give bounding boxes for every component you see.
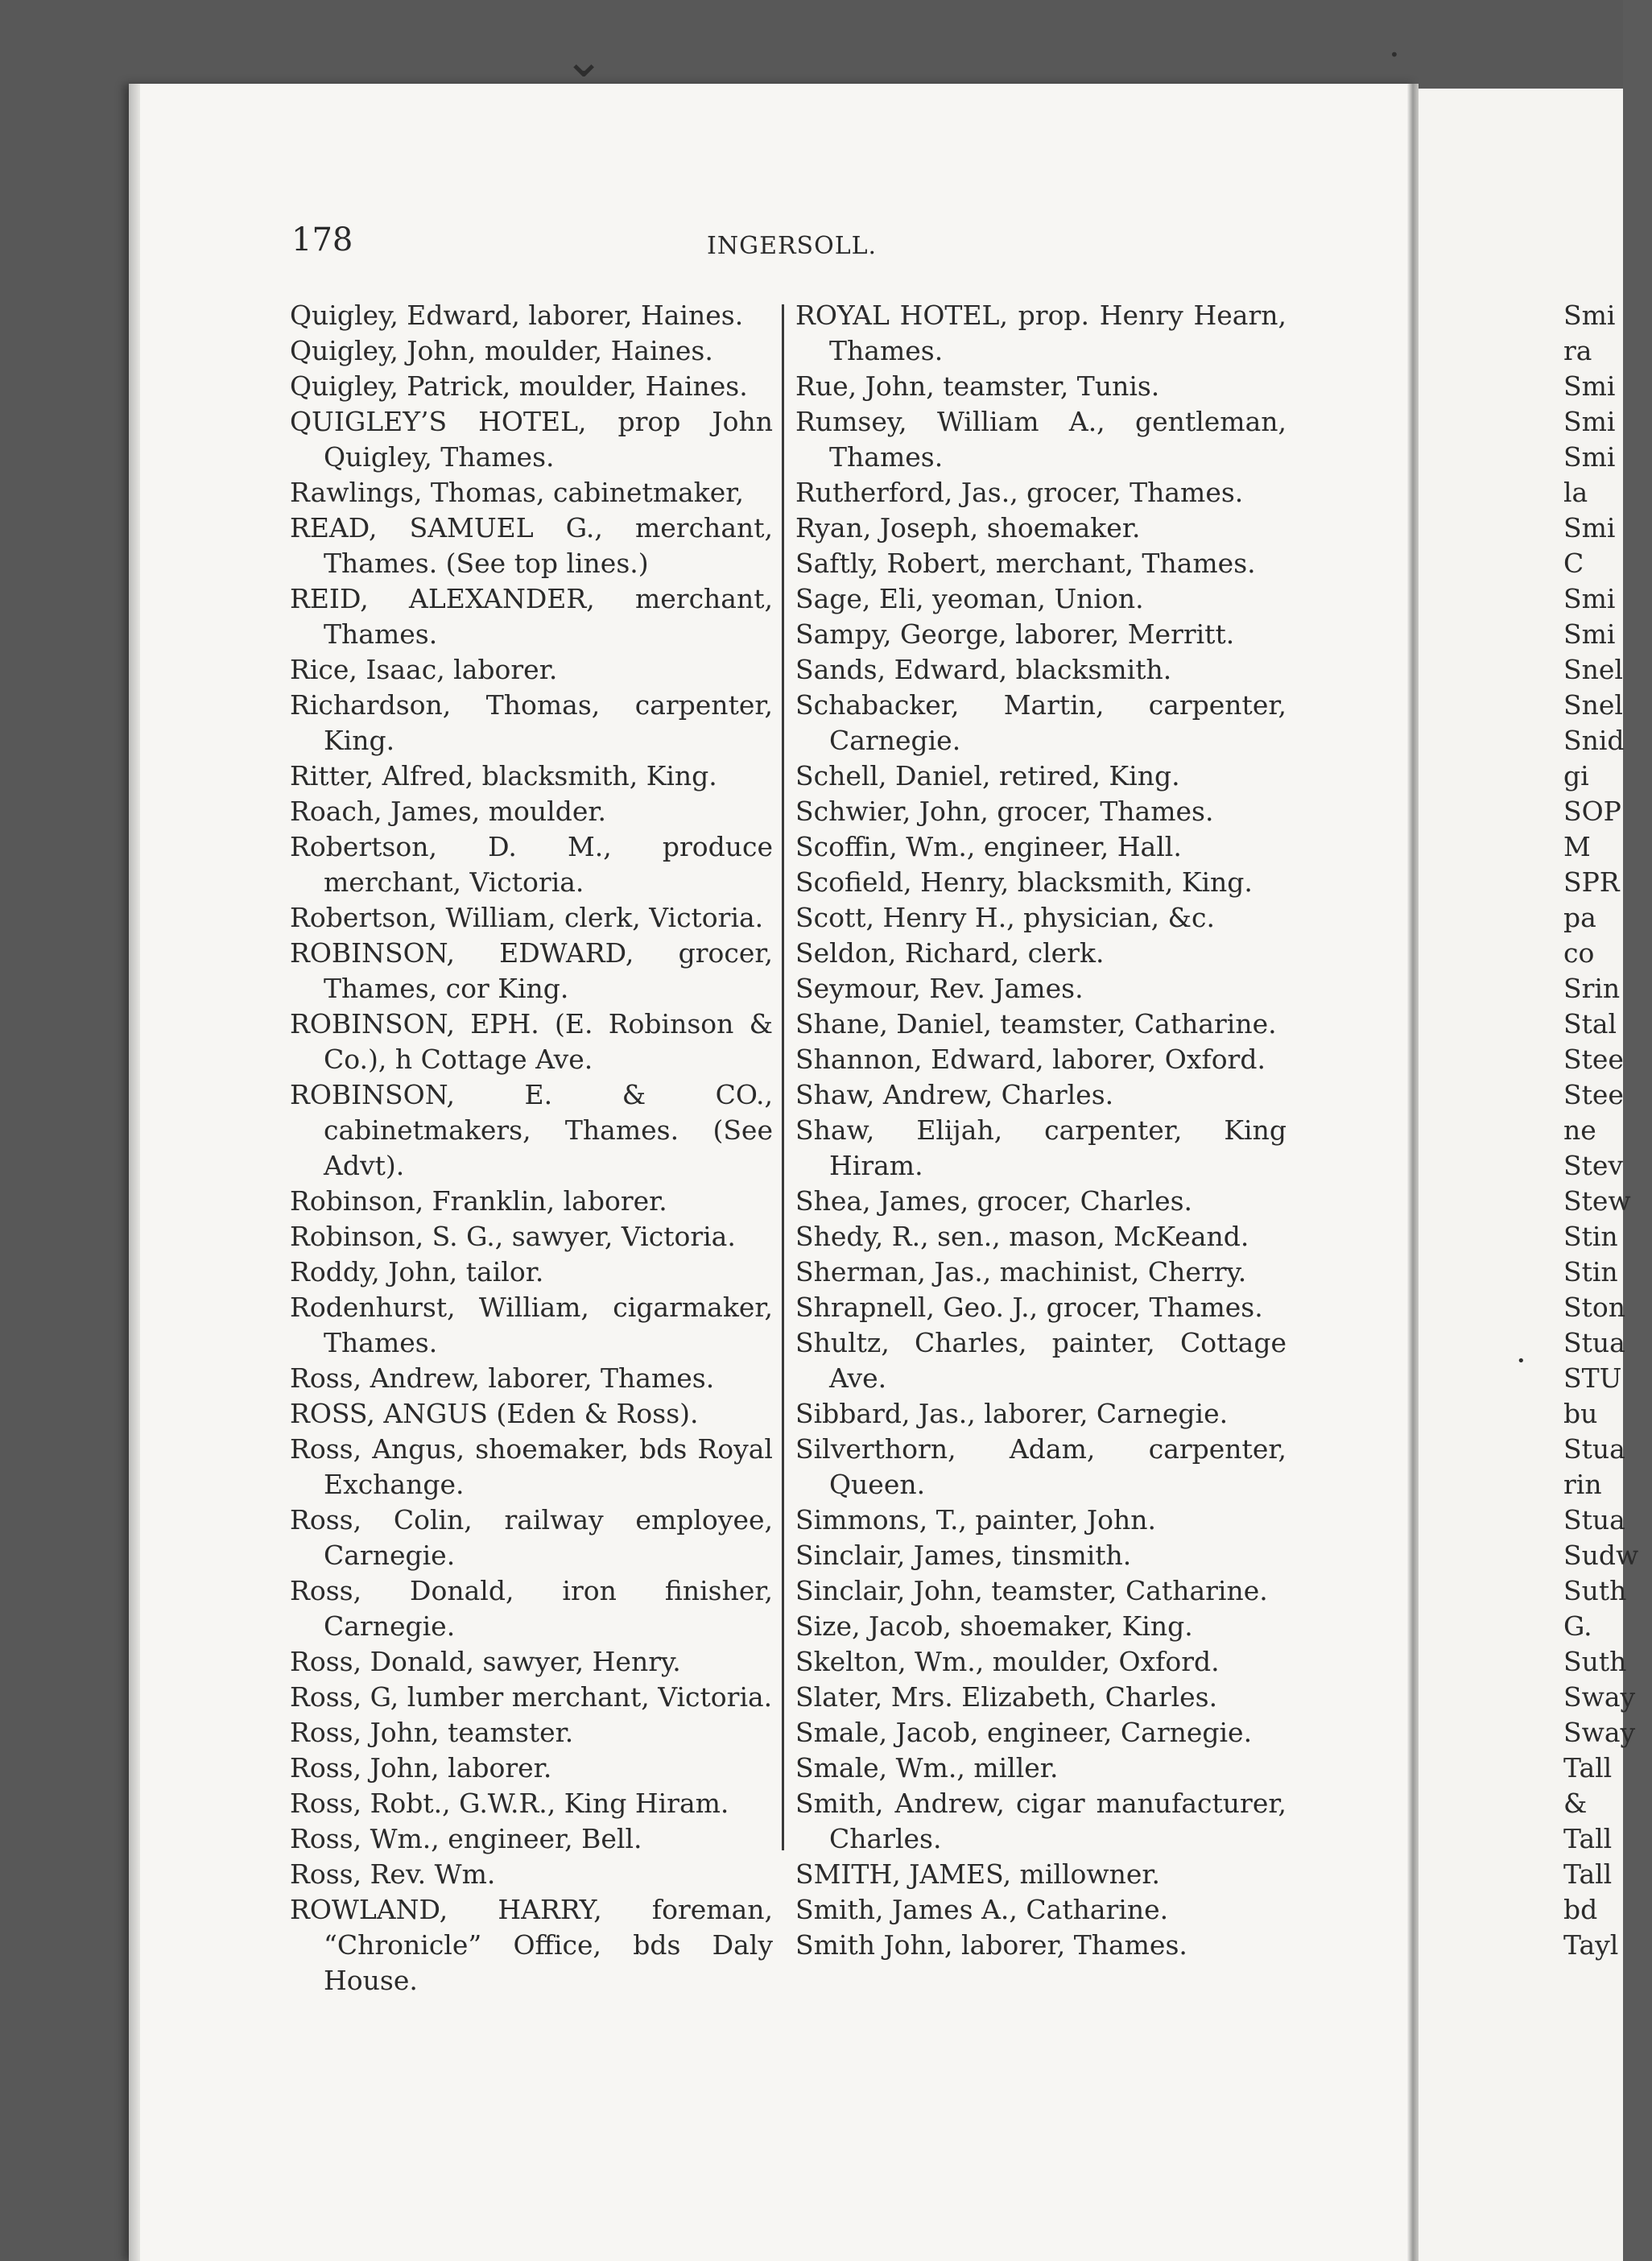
directory-entry: Stee <box>1563 1044 1624 1075</box>
directory-entry: Ross, Robt., G.W.R., King Hiram. <box>290 1788 729 1819</box>
directory-entry: Seldon, Richard, clerk. <box>795 937 1105 969</box>
directory-entry: pa <box>1563 902 1596 933</box>
directory-entry: Shrapnell, Geo. J., grocer, Thames. <box>795 1292 1263 1323</box>
directory-entry: Stua <box>1563 1504 1625 1536</box>
directory-entry: Quigley, Patrick, moulder, Haines. <box>290 370 748 402</box>
directory-entry: Suth <box>1563 1575 1627 1606</box>
directory-entry: C <box>1563 548 1584 579</box>
directory-entry: REID, ALEXANDER, merchant, Thames. <box>290 583 773 650</box>
directory-entry: ROSS, ANGUS (Eden & Ross). <box>290 1398 699 1429</box>
directory-entry: Stal <box>1563 1008 1617 1040</box>
directory-entry: Smi <box>1563 370 1616 402</box>
directory-entry: ROWLAND, HARRY, foreman, “Chronicle” Office, bds Daly House. <box>290 1894 773 1996</box>
directory-entry: Silverthorn, Adam, carpenter, Queen. <box>795 1433 1286 1500</box>
directory-entry: Ritter, Alfred, blacksmith, King. <box>290 760 717 792</box>
directory-entry: Robertson, William, clerk, Victoria. <box>290 902 764 933</box>
directory-entry: Ross, Wm., engineer, Bell. <box>290 1823 642 1854</box>
directory-column-3 <box>1563 298 1652 1963</box>
directory-entry: Richardson, Thomas, carpenter, King. <box>290 689 773 756</box>
directory-entry: Tall <box>1563 1858 1613 1890</box>
directory-entry: Smi <box>1563 300 1616 331</box>
directory-entry: Smi <box>1563 618 1616 650</box>
directory-entry: Smale, Jacob, engineer, Carnegie. <box>795 1717 1253 1748</box>
directory-entry: la <box>1563 477 1588 508</box>
directory-entry: Shane, Daniel, teamster, Catharine. <box>795 1008 1277 1040</box>
directory-entry: Rutherford, Jas., grocer, Thames. <box>795 477 1244 508</box>
directory-entry: Scoffin, Wm., engineer, Hall. <box>795 831 1182 862</box>
directory-entry: Ryan, Joseph, shoemaker. <box>795 512 1141 544</box>
directory-entry: Rue, John, teamster, Tunis. <box>795 370 1160 402</box>
directory-entry: Smith, James A., Catharine. <box>795 1894 1169 1925</box>
directory-entry: Smi <box>1563 512 1616 544</box>
directory-entry: rin <box>1563 1469 1602 1500</box>
directory-entry: & <box>1563 1788 1588 1819</box>
directory-entry: Shaw, Elijah, carpenter, King Hiram. <box>795 1114 1286 1181</box>
directory-entry: Ross, Colin, railway employee, Carnegie. <box>290 1504 773 1571</box>
directory-entry: ROBINSON, EPH. (E. Robinson & Co.), h Cottage Ave. <box>290 1008 773 1075</box>
directory-entry: Rawlings, Thomas, cabinetmaker, <box>290 477 744 508</box>
directory-entry: STU <box>1563 1362 1622 1394</box>
directory-entry: Sage, Eli, yeoman, Union. <box>795 583 1144 614</box>
page-number: 178 <box>291 221 353 258</box>
directory-entry: Srin <box>1563 973 1621 1004</box>
directory-entry: Stua <box>1563 1433 1625 1465</box>
directory-entry: Ross, Angus, shoemaker, bds Royal Exchange. <box>290 1433 773 1500</box>
directory-entry: Robinson, S. G., sawyer, Victoria. <box>290 1221 736 1252</box>
directory-entry: ROBINSON, E. & CO., cabinetmakers, Thames. (See Advt). <box>290 1079 773 1181</box>
directory-entry: Sudw <box>1563 1540 1639 1571</box>
scan-speck-mark: ⌄ <box>564 32 605 89</box>
directory-entry: Size, Jacob, shoemaker, King. <box>795 1610 1193 1642</box>
running-head: INGERSOLL. <box>707 232 878 260</box>
directory-entry: Sherman, Jas., machinist, Cherry. <box>795 1256 1247 1288</box>
directory-entry: Ross, G, lumber merchant, Victoria. <box>290 1681 773 1713</box>
directory-entry: Sinclair, John, teamster, Catharine. <box>795 1575 1268 1606</box>
directory-entry: SPR <box>1563 866 1620 898</box>
directory-entry: Stin <box>1563 1221 1618 1252</box>
directory-entry: Scofield, Henry, blacksmith, King. <box>795 866 1253 898</box>
directory-entry: Tayl <box>1563 1929 1619 1961</box>
directory-entry: Snel <box>1563 689 1623 721</box>
directory-entry: Suth <box>1563 1646 1627 1677</box>
directory-entry: SOP <box>1563 796 1621 827</box>
directory-entry: Quigley, John, moulder, Haines. <box>290 335 713 366</box>
directory-entry: Rumsey, William A., gentleman, Thames. <box>795 406 1286 473</box>
directory-entry: Seymour, Rev. James. <box>795 973 1084 1004</box>
directory-entry: Sands, Edward, blacksmith. <box>795 654 1172 685</box>
directory-entry: ROBINSON, EDWARD, grocer, Thames, cor King. <box>290 937 773 1004</box>
directory-entry: Shea, James, grocer, Charles. <box>795 1185 1193 1217</box>
column-rule <box>782 304 784 1850</box>
directory-entry: Stin <box>1563 1256 1618 1288</box>
directory-entry: ra <box>1563 335 1592 366</box>
directory-entry: Robertson, D. M., produce merchant, Victoria. <box>290 831 773 898</box>
directory-entry: ne <box>1563 1114 1596 1146</box>
directory-entry: Skelton, Wm., moulder, Oxford. <box>795 1646 1220 1677</box>
directory-entry: Sway <box>1563 1681 1636 1713</box>
directory-entry: Robinson, Franklin, laborer. <box>290 1185 667 1217</box>
directory-entry: Stev <box>1563 1150 1624 1181</box>
directory-entry: Smale, Wm., miller. <box>795 1752 1059 1784</box>
directory-entry: Sibbard, Jas., laborer, Carnegie. <box>795 1398 1229 1429</box>
page-edge <box>129 84 140 2261</box>
directory-entry: Roach, James, moulder. <box>290 796 607 827</box>
directory-entry: Saftly, Robert, merchant, Thames. <box>795 548 1256 579</box>
directory-entry: Ross, John, laborer. <box>290 1752 552 1784</box>
directory-entry: Smi <box>1563 583 1616 614</box>
directory-entry: Snel <box>1563 654 1623 685</box>
directory-entry: Simmons, T., painter, John. <box>795 1504 1157 1536</box>
directory-entry: Ross, Donald, iron finisher, Carnegie. <box>290 1575 773 1642</box>
directory-entry: Rice, Isaac, laborer. <box>290 654 558 685</box>
scan-speck-mark: • <box>1517 1353 1526 1370</box>
directory-entry: Roddy, John, tailor. <box>290 1256 544 1288</box>
directory-column-1 <box>290 298 773 1999</box>
directory-entry: G. <box>1563 1610 1592 1642</box>
directory-entry: co <box>1563 937 1595 969</box>
directory-entry: Ross, Andrew, laborer, Thames. <box>290 1362 715 1394</box>
book-gutter <box>1407 84 1419 2261</box>
directory-entry: Stua <box>1563 1327 1625 1358</box>
directory-entry: Sinclair, James, tinsmith. <box>795 1540 1132 1571</box>
directory-entry: gi <box>1563 760 1589 792</box>
directory-entry: QUIGLEY’S HOTEL, prop John Quigley, Thames. <box>290 406 773 473</box>
directory-entry: Ross, Rev. Wm. <box>290 1858 496 1890</box>
directory-entry: SMITH, JAMES, millowner. <box>795 1858 1161 1890</box>
directory-entry: Snid <box>1563 725 1625 756</box>
directory-entry: Shultz, Charles, painter, Cottage Ave. <box>795 1327 1286 1394</box>
directory-entry: Slater, Mrs. Elizabeth, Charles. <box>795 1681 1218 1713</box>
directory-entry: Schabacker, Martin, carpenter, Carnegie. <box>795 689 1286 756</box>
directory-entry: Smith, Andrew, cigar manufacturer, Charles. <box>795 1788 1286 1854</box>
directory-entry: Ross, Donald, sawyer, Henry. <box>290 1646 681 1677</box>
directory-entry: M <box>1563 831 1591 862</box>
directory-entry: Shannon, Edward, laborer, Oxford. <box>795 1044 1266 1075</box>
directory-entry: Schwier, John, grocer, Thames. <box>795 796 1214 827</box>
directory-entry: Tall <box>1563 1752 1613 1784</box>
directory-column-2 <box>795 298 1286 1963</box>
directory-entry: READ, SAMUEL G., merchant, Thames. (See top lines.) <box>290 512 773 579</box>
directory-entry: bd <box>1563 1894 1598 1925</box>
directory-entry: bu <box>1563 1398 1598 1429</box>
directory-entry: Shaw, Andrew, Charles. <box>795 1079 1114 1110</box>
directory-entry: Rodenhurst, William, cigarmaker, Thames. <box>290 1292 773 1358</box>
directory-entry: Smi <box>1563 406 1616 437</box>
directory-entry: Tall <box>1563 1823 1613 1854</box>
directory-entry: Shedy, R., sen., mason, McKeand. <box>795 1221 1249 1252</box>
directory-entry: Sway <box>1563 1717 1636 1748</box>
directory-entry: Stee <box>1563 1079 1624 1110</box>
directory-entry: Schell, Daniel, retired, King. <box>795 760 1180 792</box>
directory-entry: Ston <box>1563 1292 1625 1323</box>
scan-speck-mark: • <box>1390 45 1399 64</box>
directory-entry: ROYAL HOTEL, prop. Henry Hearn, Thames. <box>795 300 1286 366</box>
directory-entry: Quigley, Edward, laborer, Haines. <box>290 300 744 331</box>
directory-entry: Smi <box>1563 441 1616 473</box>
directory-entry: Ross, John, teamster. <box>290 1717 574 1748</box>
directory-entry: Scott, Henry H., physician, &c. <box>795 902 1215 933</box>
directory-entry: Stew <box>1563 1185 1631 1217</box>
directory-entry: Smith John, laborer, Thames. <box>795 1929 1187 1961</box>
directory-entry: Sampy, George, laborer, Merritt. <box>795 618 1235 650</box>
